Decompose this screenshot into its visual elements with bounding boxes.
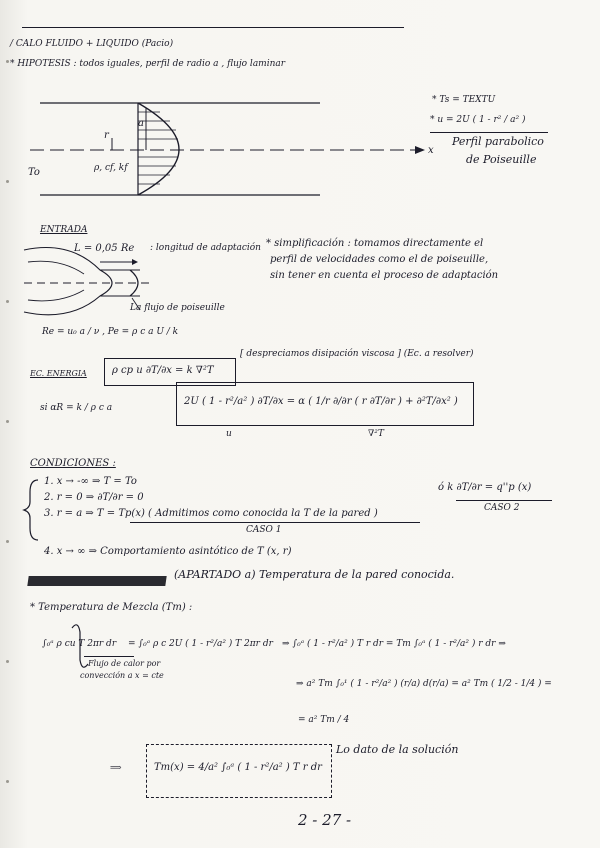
bulk-eq2: ⇒ a² Tm ∫₀¹ ( 1 - r²/a² ) (r/a) d(r/a) = a² Tm ( 1/2 - 1/4 ) = (296, 679, 552, 689)
energy-eq: ρ cp u ∂T/∂x = k ∇²T (112, 365, 214, 376)
condition-4: 4. x → ∞ ⇒ Comportamiento asintótico de T (x, r) (44, 546, 292, 557)
note-u-profile: * u = 2U ( 1 - r² / a² ) (430, 115, 526, 125)
energy-label: EC. ENERGIA (30, 369, 87, 378)
final-arrow: ⟹ (110, 763, 122, 772)
label-a: a (138, 118, 144, 129)
simplification-line-1: * simplificación : tomamos directamente el (266, 238, 484, 249)
condition-2: 2. r = 0 ⇒ ∂T/∂r = 0 (44, 492, 144, 503)
header-title: / CALO FLUIDO + LIQUIDO (Pacio) (10, 39, 174, 49)
condition-3-alt: ó k ∂T/∂r = q''p (x) (438, 482, 532, 493)
label-props: ρ, cf, kf (94, 163, 128, 173)
note-poiseuille-1: Perfil parabolico (452, 135, 544, 148)
header-hypothesis: * HIPOTESIS : todos iguales, perfil de radio a , flujo laminar (10, 59, 286, 69)
entrance-length: L = 0,05 Re (74, 243, 135, 254)
note-poiseuille-2: de Poiseuille (466, 153, 537, 166)
case2-underline (456, 500, 552, 501)
entrance-flow-label: La flujo de poiseuille (130, 303, 225, 313)
note-ts: * Ts = TEXTU (432, 95, 496, 105)
label-r: r (104, 130, 109, 141)
bulk-note-1: Flujo de calor por (88, 659, 161, 668)
conditions-heading: CONDICIONES : (30, 458, 116, 469)
bulk-heading: * Temperatura de Mezcla (Tm) : (30, 602, 193, 613)
section2-title: (APARTADO a) Temperatura de la pared conocida. (174, 568, 455, 581)
page-number: 2 - 27 - (298, 811, 352, 829)
note-underline (430, 132, 548, 133)
entrance-heading: ENTRADA (40, 225, 88, 235)
energy-comment: [ despreciamos disipación viscosa ] (Ec. a resolver) (240, 349, 474, 359)
case1-underline (130, 522, 420, 523)
redacted-scribble (27, 576, 166, 586)
condition-3: 3. r = a ⇒ T = Tp(x) ( Admitimos como conocida la T de la pared ) (44, 508, 378, 519)
bulk-underline (84, 656, 134, 657)
final-eq: Tm(x) = 4/a² ∫₀ᵃ ( 1 - r²/a² ) T r dr (154, 762, 322, 773)
under-lap: ∇²T (368, 429, 384, 439)
bulk-eq3: = a² Tm / 4 (298, 715, 350, 725)
re-pe-definition: Re = u₀ a / ν , Pe = ρ c a U / k (42, 327, 179, 337)
bulk-eq1-mid: = ∫₀ᵃ ρ c 2U ( 1 - r²/a² ) T 2πr dr (128, 639, 273, 649)
alpha-definition: si αR = k / ρ c a (40, 403, 113, 413)
final-note: Lo dato de la solución (336, 743, 459, 756)
expanded-eq: 2U ( 1 - r²/a² ) ∂T/∂x = α ( 1/r ∂/∂r ( r ∂T/∂r ) + ∂²T/∂x² ) (184, 396, 458, 407)
case-2: CASO 2 (484, 503, 520, 513)
entrance-length-desc: : longitud de adaptación (150, 243, 261, 253)
bulk-eq1-left: ∫₀ᵃ ρ cu T 2πr dr (42, 639, 117, 649)
simplification-line-3: sin tener en cuenta el proceso de adaptación (270, 270, 499, 281)
label-To: To (28, 167, 40, 178)
under-u: u (226, 429, 232, 439)
simplification-line-2: perfil de velocidades como el de poiseuille, (270, 254, 489, 265)
condition-1: 1. x → -∞ ⇒ T = To (44, 476, 137, 487)
bulk-note-2: convección a x = cte (80, 671, 164, 680)
bulk-eq1-right: ⇒ ∫₀ᵃ ( 1 - r²/a² ) T r dr = Tm ∫₀ᵃ ( 1 - r²/a² ) r dr ⇒ (282, 639, 506, 649)
case-1: CASO 1 (246, 525, 282, 535)
label-x: x (428, 145, 434, 156)
